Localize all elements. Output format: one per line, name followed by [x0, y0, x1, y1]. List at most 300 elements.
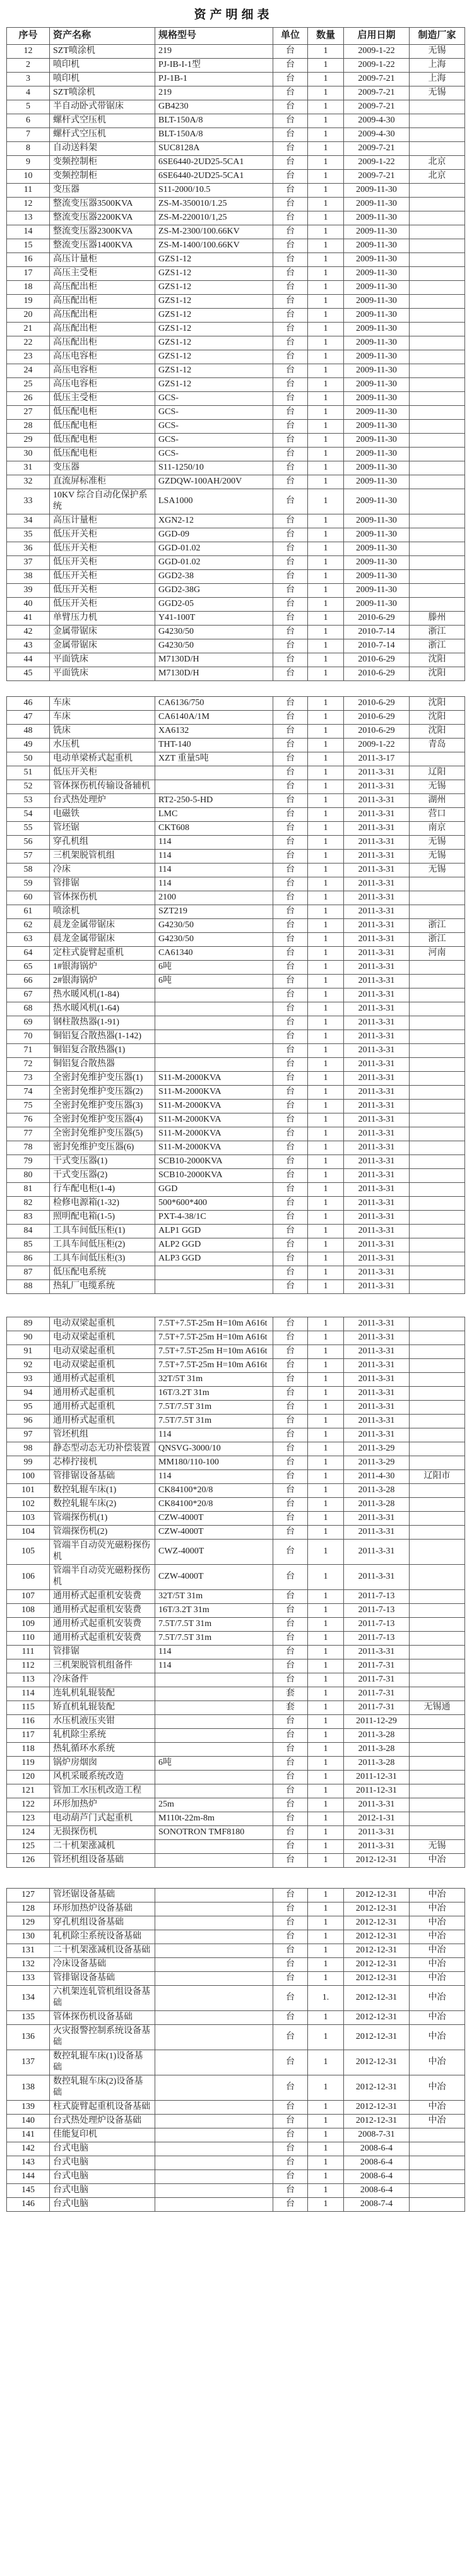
start-date-cell: 2011-3-31	[344, 918, 410, 932]
manufacturer-cell	[410, 1386, 465, 1400]
spec-model-cell: GGD2-38	[155, 569, 273, 583]
asset-name-cell: 热轧循环水系统	[50, 1742, 155, 1756]
asset-name-cell: 单臂压力机	[50, 611, 155, 625]
start-date-cell: 2011-12-31	[344, 1784, 410, 1798]
quantity-cell: 1	[308, 323, 344, 336]
table-row	[7, 1673, 465, 1687]
manufacturer-cell: 中冶	[410, 1888, 465, 1902]
start-date-cell: 2009-11-30	[344, 583, 410, 597]
table-row	[7, 323, 465, 336]
quantity-cell: 1	[308, 45, 344, 59]
serial-cell: 143	[7, 2156, 50, 2169]
table-row	[7, 2156, 465, 2169]
manufacturer-cell	[410, 2197, 465, 2211]
quantity-cell: 1	[308, 1224, 344, 1238]
asset-table-section-2	[6, 696, 465, 1294]
asset-name-cell: 台式电脑	[50, 2183, 155, 2197]
start-date-cell: 2011-3-31	[344, 821, 410, 835]
asset-name-cell: 管体探伤机传输设备辅机	[50, 780, 155, 793]
asset-name-cell: 电磁铁	[50, 807, 155, 821]
manufacturer-cell: 中冶	[410, 2024, 465, 2050]
serial-cell: 13	[7, 211, 50, 225]
serial-cell: 119	[7, 1756, 50, 1770]
serial-cell: 113	[7, 1673, 50, 1687]
spec-model-cell	[155, 2050, 273, 2075]
quantity-cell: 1.	[308, 1985, 344, 2010]
asset-name-cell: 风机采暖系统改造	[50, 1770, 155, 1784]
column-header: 单位	[273, 28, 308, 45]
quantity-cell: 1	[308, 2075, 344, 2100]
quantity-cell: 1	[308, 2156, 344, 2169]
table-row	[7, 1154, 465, 1168]
table-row	[7, 45, 465, 59]
unit-cell: 台	[273, 1539, 308, 1564]
start-date-cell: 2011-3-17	[344, 752, 410, 766]
spec-model-cell: GGD-01.02	[155, 542, 273, 555]
spec-model-cell	[155, 1853, 273, 1867]
asset-name-cell: 高压配出柜	[50, 309, 155, 323]
manufacturer-cell	[410, 448, 465, 461]
spec-model-cell: M7130D/H	[155, 667, 273, 680]
serial-cell: 121	[7, 1784, 50, 1798]
unit-cell: 台	[273, 1603, 308, 1617]
serial-cell: 103	[7, 1511, 50, 1525]
start-date-cell: 2011-3-31	[344, 974, 410, 988]
quantity-cell: 1	[308, 1930, 344, 1944]
unit-cell: 台	[273, 1182, 308, 1196]
start-date-cell: 2012-12-31	[344, 1916, 410, 1930]
table-row	[7, 1511, 465, 1525]
start-date-cell: 2009-11-30	[344, 198, 410, 211]
serial-cell: 105	[7, 1539, 50, 1564]
manufacturer-cell	[410, 1127, 465, 1141]
manufacturer-cell: 沈阳	[410, 696, 465, 710]
manufacturer-cell: 湖州	[410, 793, 465, 807]
spec-model-cell: GGD-01.02	[155, 555, 273, 569]
manufacturer-cell	[410, 225, 465, 239]
serial-cell: 114	[7, 1687, 50, 1701]
unit-cell: 台	[273, 780, 308, 793]
unit-cell: 台	[273, 667, 308, 680]
spec-model-cell	[155, 2183, 273, 2197]
serial-cell: 139	[7, 2100, 50, 2114]
quantity-cell: 1	[308, 1631, 344, 1645]
unit-cell: 台	[273, 2142, 308, 2156]
asset-table-section-3	[6, 1317, 465, 1868]
asset-name-cell: 高压配出柜	[50, 323, 155, 336]
start-date-cell: 2011-3-31	[344, 835, 410, 849]
start-date-cell: 2011-3-31	[344, 877, 410, 891]
unit-cell: 台	[273, 1631, 308, 1645]
unit-cell: 台	[273, 364, 308, 378]
serial-cell: 129	[7, 1916, 50, 1930]
unit-cell: 台	[273, 2197, 308, 2211]
quantity-cell: 1	[308, 1825, 344, 1839]
unit-cell: 台	[273, 2010, 308, 2024]
table-row	[7, 1888, 465, 1902]
asset-name-cell: 低压配电柜	[50, 406, 155, 420]
table-row	[7, 780, 465, 793]
unit-cell: 台	[273, 2024, 308, 2050]
start-date-cell: 2009-11-30	[344, 323, 410, 336]
start-date-cell: 2011-3-31	[344, 1002, 410, 1016]
spec-model-cell	[155, 1742, 273, 1756]
start-date-cell: 2009-11-30	[344, 184, 410, 198]
table-row	[7, 1456, 465, 1469]
asset-name-cell: 金属带锯床	[50, 625, 155, 639]
unit-cell: 台	[273, 1400, 308, 1414]
start-date-cell: 2009-11-30	[344, 555, 410, 569]
spec-model-cell	[155, 1728, 273, 1742]
manufacturer-cell: 南京	[410, 821, 465, 835]
manufacturer-cell	[410, 1589, 465, 1603]
table-row	[7, 1617, 465, 1631]
quantity-cell: 1	[308, 475, 344, 489]
spec-model-cell: G4230/50	[155, 639, 273, 653]
table-row	[7, 1266, 465, 1279]
table-row	[7, 2100, 465, 2114]
serial-cell: 85	[7, 1238, 50, 1252]
serial-cell: 80	[7, 1168, 50, 1182]
table-row	[7, 1645, 465, 1659]
asset-name-cell: 低压配电柜	[50, 420, 155, 434]
table-row	[7, 2142, 465, 2156]
quantity-cell: 1	[308, 1812, 344, 1825]
asset-name-cell: 整流变压器1400KVA	[50, 239, 155, 253]
unit-cell: 台	[273, 1113, 308, 1127]
spec-model-cell: SCB10-2000KVA	[155, 1168, 273, 1182]
serial-cell: 102	[7, 1497, 50, 1511]
start-date-cell: 2011-7-31	[344, 1659, 410, 1673]
spec-model-cell: GCS-	[155, 434, 273, 448]
serial-cell: 33	[7, 489, 50, 514]
asset-name-cell: 管排锯	[50, 877, 155, 891]
quantity-cell: 1	[308, 1099, 344, 1113]
table-row	[7, 100, 465, 114]
serial-cell: 17	[7, 267, 50, 281]
quantity-cell: 1	[308, 821, 344, 835]
serial-cell: 93	[7, 1372, 50, 1386]
unit-cell: 台	[273, 461, 308, 475]
asset-name-cell: 管体探伤机	[50, 891, 155, 905]
table-row	[7, 114, 465, 128]
asset-name-cell: 平面铣床	[50, 653, 155, 667]
start-date-cell: 2011-3-31	[344, 1085, 410, 1099]
quantity-cell: 1	[308, 1564, 344, 1589]
serial-cell: 140	[7, 2114, 50, 2128]
manufacturer-cell: 滕州	[410, 611, 465, 625]
asset-name-cell: 管端半自动荧光磁粉探伤机	[50, 1564, 155, 1589]
spec-model-cell: CZW-4000T	[155, 1564, 273, 1589]
start-date-cell: 2012-12-31	[344, 2050, 410, 2075]
asset-name-cell: 喷印机	[50, 73, 155, 86]
asset-name-cell: 工具车间低压柜(3)	[50, 1252, 155, 1266]
start-date-cell: 2009-11-30	[344, 211, 410, 225]
serial-cell: 62	[7, 918, 50, 932]
table-row	[7, 420, 465, 434]
unit-cell: 台	[273, 625, 308, 639]
quantity-cell: 1	[308, 2197, 344, 2211]
unit-cell: 台	[273, 946, 308, 960]
quantity-cell: 1	[308, 1344, 344, 1358]
table-row	[7, 597, 465, 611]
manufacturer-cell	[410, 434, 465, 448]
unit-cell: 台	[273, 1564, 308, 1589]
column-header: 制造厂家	[410, 28, 465, 45]
table-row	[7, 475, 465, 489]
serial-cell: 18	[7, 281, 50, 295]
unit-cell: 台	[273, 555, 308, 569]
serial-cell: 25	[7, 378, 50, 392]
start-date-cell: 2011-3-31	[344, 1317, 410, 1331]
serial-cell: 144	[7, 2169, 50, 2183]
quantity-cell: 1	[308, 434, 344, 448]
asset-name-cell: 低压配电系统	[50, 1266, 155, 1279]
table-row	[7, 1224, 465, 1238]
start-date-cell: 2009-11-30	[344, 392, 410, 406]
unit-cell: 台	[273, 569, 308, 583]
manufacturer-cell	[410, 583, 465, 597]
table-row	[7, 1372, 465, 1386]
unit-cell: 台	[273, 1002, 308, 1016]
unit-cell: 台	[273, 1714, 308, 1728]
manufacturer-cell: 沈阳	[410, 710, 465, 724]
manufacturer-cell	[410, 323, 465, 336]
asset-name-cell: 车床	[50, 710, 155, 724]
table-row	[7, 752, 465, 766]
serial-cell: 14	[7, 225, 50, 239]
start-date-cell: 2012-12-31	[344, 1985, 410, 2010]
quantity-cell: 1	[308, 1742, 344, 1756]
start-date-cell: 2012-12-31	[344, 1957, 410, 1971]
start-date-cell: 2011-3-31	[344, 1113, 410, 1127]
asset-name-cell: 连轧机轧辊装配	[50, 1687, 155, 1701]
manufacturer-cell	[410, 528, 465, 542]
quantity-cell: 1	[308, 253, 344, 267]
start-date-cell: 2009-7-21	[344, 170, 410, 184]
table-row	[7, 1252, 465, 1266]
asset-name-cell: 低压开关柜	[50, 583, 155, 597]
serial-cell: 47	[7, 710, 50, 724]
table-row	[7, 1784, 465, 1798]
quantity-cell: 1	[308, 1617, 344, 1631]
manufacturer-cell: 中冶	[410, 1916, 465, 1930]
spec-model-cell: GGD2-38G	[155, 583, 273, 597]
manufacturer-cell: 中冶	[410, 1930, 465, 1944]
unit-cell: 台	[273, 1344, 308, 1358]
serial-cell: 128	[7, 1902, 50, 1916]
asset-name-cell: 全密封免维护变压器(5)	[50, 1127, 155, 1141]
quantity-cell: 1	[308, 1483, 344, 1497]
manufacturer-cell	[410, 2142, 465, 2156]
spec-model-cell: GGD2-05	[155, 597, 273, 611]
quantity-cell: 1	[308, 1469, 344, 1483]
serial-cell: 10	[7, 170, 50, 184]
serial-cell: 72	[7, 1057, 50, 1071]
spec-model-cell: SCB10-2000KVA	[155, 1154, 273, 1168]
table-row	[7, 434, 465, 448]
manufacturer-cell: 无锡通	[410, 1701, 465, 1714]
table-row	[7, 295, 465, 309]
serial-cell: 56	[7, 835, 50, 849]
spec-model-cell: 6吨	[155, 1756, 273, 1770]
manufacturer-cell	[410, 378, 465, 392]
start-date-cell: 2011-3-31	[344, 766, 410, 780]
asset-name-cell: 火灾报警控制系统设备基础	[50, 2024, 155, 2050]
start-date-cell: 2009-11-30	[344, 420, 410, 434]
manufacturer-cell	[410, 1756, 465, 1770]
start-date-cell: 2011-3-31	[344, 1331, 410, 1344]
serial-cell: 29	[7, 434, 50, 448]
asset-name-cell: 喷印机	[50, 59, 155, 73]
serial-cell: 36	[7, 542, 50, 555]
manufacturer-cell	[410, 184, 465, 198]
manufacturer-cell	[410, 1196, 465, 1210]
start-date-cell: 2011-3-31	[344, 793, 410, 807]
quantity-cell: 1	[308, 1168, 344, 1182]
spec-model-cell: GZS1-12	[155, 295, 273, 309]
manufacturer-cell: 无锡	[410, 780, 465, 793]
quantity-cell: 1	[308, 1539, 344, 1564]
quantity-cell: 1	[308, 2114, 344, 2128]
unit-cell: 台	[273, 2128, 308, 2142]
asset-name-cell: 高压电容柜	[50, 364, 155, 378]
unit-cell: 台	[273, 1386, 308, 1400]
start-date-cell: 2011-3-31	[344, 1386, 410, 1400]
unit-cell: 台	[273, 1812, 308, 1825]
serial-cell: 138	[7, 2075, 50, 2100]
serial-cell: 91	[7, 1344, 50, 1358]
quantity-cell: 1	[308, 1358, 344, 1372]
spec-model-cell	[155, 1971, 273, 1985]
asset-name-cell: 变压器	[50, 184, 155, 198]
quantity-cell: 1	[308, 1016, 344, 1030]
table-row	[7, 1168, 465, 1182]
spec-model-cell: S11-M-2000KVA	[155, 1113, 273, 1127]
unit-cell: 台	[273, 1442, 308, 1456]
asset-name-cell: 台式热处理炉	[50, 793, 155, 807]
unit-cell: 台	[273, 1798, 308, 1812]
unit-cell: 台	[273, 2075, 308, 2100]
table-row	[7, 1770, 465, 1784]
table-row	[7, 198, 465, 211]
serial-cell: 83	[7, 1210, 50, 1224]
table-row	[7, 905, 465, 918]
spec-model-cell: GCS-	[155, 392, 273, 406]
spec-model-cell: QNSVG-3000/10	[155, 1442, 273, 1456]
unit-cell: 台	[273, 932, 308, 946]
table-row	[7, 738, 465, 752]
spec-model-cell: 32T/5T 31m	[155, 1372, 273, 1386]
start-date-cell: 2010-6-29	[344, 710, 410, 724]
asset-name-cell: 低压开关柜	[50, 569, 155, 583]
manufacturer-cell	[410, 1400, 465, 1414]
serial-cell: 27	[7, 406, 50, 420]
manufacturer-cell: 青岛	[410, 738, 465, 752]
spec-model-cell: 114	[155, 849, 273, 863]
quantity-cell: 1	[308, 1511, 344, 1525]
manufacturer-cell	[410, 2169, 465, 2183]
spec-model-cell: THT-140	[155, 738, 273, 752]
manufacturer-cell: 中冶	[410, 1902, 465, 1916]
quantity-cell: 1	[308, 1971, 344, 1985]
quantity-cell: 1	[308, 514, 344, 528]
start-date-cell: 2010-7-14	[344, 625, 410, 639]
table-row	[7, 59, 465, 73]
spec-model-cell	[155, 1016, 273, 1030]
serial-cell: 38	[7, 569, 50, 583]
quantity-cell: 1	[308, 448, 344, 461]
serial-cell: 54	[7, 807, 50, 821]
serial-cell: 79	[7, 1154, 50, 1168]
manufacturer-cell	[410, 1428, 465, 1442]
manufacturer-cell	[410, 239, 465, 253]
table-row	[7, 2183, 465, 2197]
spec-model-cell: 114	[155, 1645, 273, 1659]
unit-cell: 台	[273, 849, 308, 863]
serial-cell: 59	[7, 877, 50, 891]
asset-name-cell: 变频控制柜	[50, 156, 155, 170]
spec-model-cell: 7.5T+7.5T-25m H=10m A616t	[155, 1344, 273, 1358]
table-row	[7, 1358, 465, 1372]
start-date-cell: 2009-11-30	[344, 597, 410, 611]
unit-cell: 台	[273, 752, 308, 766]
asset-name-cell: 干式变压器(1)	[50, 1154, 155, 1168]
serial-cell: 145	[7, 2183, 50, 2197]
unit-cell: 套	[273, 1701, 308, 1714]
manufacturer-cell	[410, 1071, 465, 1085]
table-row	[7, 73, 465, 86]
spec-model-cell: SZT219	[155, 905, 273, 918]
quantity-cell: 1	[308, 225, 344, 239]
unit-cell: 台	[273, 114, 308, 128]
manufacturer-cell	[410, 281, 465, 295]
spec-model-cell	[155, 1030, 273, 1043]
start-date-cell: 2009-11-30	[344, 350, 410, 364]
serial-cell: 19	[7, 295, 50, 309]
asset-name-cell: 10KV 综合自动化保护系统	[50, 489, 155, 514]
serial-cell: 96	[7, 1414, 50, 1428]
manufacturer-cell	[410, 1497, 465, 1511]
start-date-cell: 2009-11-30	[344, 364, 410, 378]
asset-table-sections	[0, 27, 467, 2212]
table-row	[7, 960, 465, 974]
asset-name-cell: 佳能复印机	[50, 2128, 155, 2142]
quantity-cell: 1	[308, 1317, 344, 1331]
unit-cell: 台	[273, 100, 308, 114]
asset-name-cell: 锅炉房烟囱	[50, 1756, 155, 1770]
manufacturer-cell	[410, 364, 465, 378]
table-row	[7, 1902, 465, 1916]
quantity-cell: 1	[308, 1673, 344, 1687]
spec-model-cell: M7130D/H	[155, 653, 273, 667]
table-row	[7, 1564, 465, 1589]
serial-cell: 109	[7, 1617, 50, 1631]
quantity-cell: 1	[308, 406, 344, 420]
unit-cell: 台	[273, 1168, 308, 1182]
unit-cell: 台	[273, 309, 308, 323]
spec-model-cell: MM180/110-100	[155, 1456, 273, 1469]
manufacturer-cell	[410, 1043, 465, 1057]
start-date-cell: 2011-3-31	[344, 905, 410, 918]
start-date-cell: 2011-3-31	[344, 1252, 410, 1266]
table-row	[7, 793, 465, 807]
table-row	[7, 835, 465, 849]
start-date-cell: 2009-11-30	[344, 336, 410, 350]
start-date-cell: 2008-7-4	[344, 2197, 410, 2211]
quantity-cell: 1	[308, 1113, 344, 1127]
serial-cell: 12	[7, 198, 50, 211]
